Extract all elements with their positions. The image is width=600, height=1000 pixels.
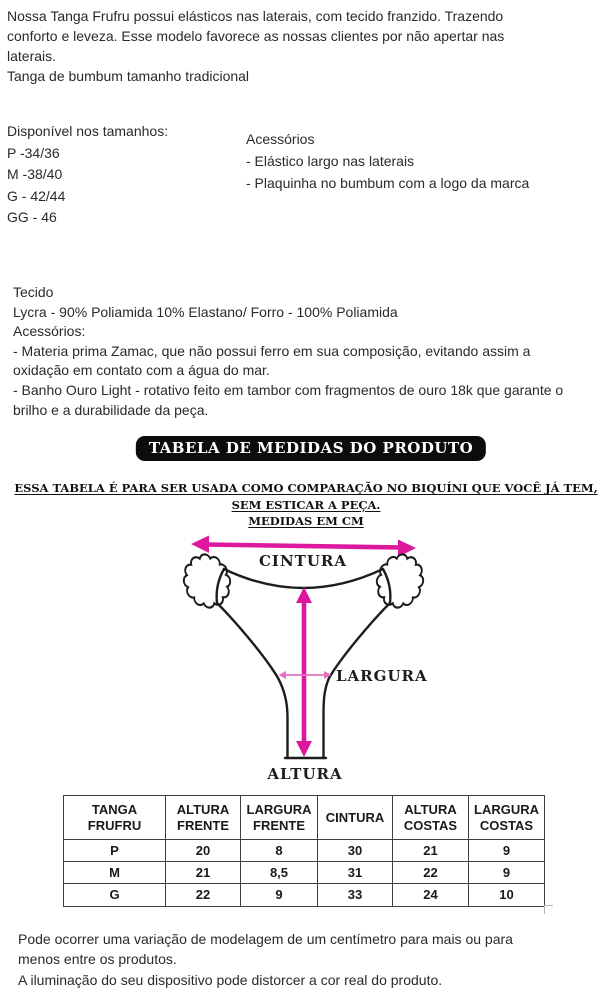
largura-label: LARGURA (336, 667, 428, 685)
accessories-list (246, 128, 529, 195)
table-cell: 21 (393, 840, 469, 862)
fabric-line: brilho e a durabilidade da peça. (13, 401, 209, 418)
size-item: M -38/40 (7, 166, 63, 182)
fabric-details (13, 283, 563, 420)
table-cell: P (64, 840, 166, 862)
intro-line: laterais. (7, 48, 57, 64)
fabric-line: Lycra - 90% Poliamida 10% Elastano/ Forro - 100% Poliamida (13, 303, 398, 320)
accessories-heading: Acessórios (246, 131, 315, 147)
table-cell: 21 (166, 862, 241, 884)
fabric-line: - Materia prima Zamac, que não possui ferro em sua composição, evitando assim a (13, 342, 531, 359)
size-item: G - 42/44 (7, 187, 66, 204)
altura-label: ALTURA (267, 765, 343, 783)
note-line: MEDIDAS EM CM (248, 514, 364, 529)
left-ruffle-icon (178, 549, 237, 613)
size-list-heading: Disponível nos tamanhos: (7, 123, 169, 139)
intro-line: Tanga de bumbum tamanho tradicional (7, 68, 250, 84)
note-line: SEM ESTICAR A PEÇA. (231, 497, 381, 512)
right-ruffle-icon (371, 549, 430, 613)
size-chart-note (6, 480, 600, 530)
table-cell: 9 (241, 884, 318, 906)
table-cell: G (64, 884, 166, 906)
table-cell: 20 (166, 840, 241, 862)
table-cell: 8,5 (241, 862, 318, 884)
table-cell: 10 (499, 887, 514, 902)
measurement-table (63, 795, 545, 907)
measurement-diagram (140, 525, 470, 790)
footer-line: Pode ocorrer uma variação de modelagem de um centímetro para mais ou para (18, 931, 513, 947)
fabric-line: oxidação em contato com a água do mar. (13, 362, 270, 379)
accessory-item: - Elástico largo nas laterais (246, 153, 415, 170)
fabric-line: Acessórios: (13, 323, 86, 340)
table-cell: M (64, 862, 166, 884)
table-cell: 22 (166, 884, 241, 906)
intro-line: Nossa Tanga Frufru possui elásticos nas laterais, com tecido franzido. Trazendo (7, 8, 504, 24)
intro-paragraph (7, 6, 504, 86)
accessory-item: - Plaquinha no bumbum com a logo da marca (246, 175, 530, 192)
table-cell: 8 (241, 840, 318, 862)
corner-mark (544, 905, 553, 914)
table-cell: 31 (318, 862, 393, 884)
size-chart-badge: TABELA DE MEDIDAS DO PRODUTO (136, 436, 486, 461)
altura-arrow-icon (296, 587, 312, 757)
column-header: CINTURA (318, 796, 393, 840)
size-item: P -34/36 (7, 144, 60, 161)
table-cell: 33 (318, 884, 393, 906)
footer-note (18, 929, 513, 990)
note-line: ESSA TABELA É PARA SER USADA COMO COMPARAÇÃO NO BIQUÍNI QUE VOCÊ JÁ TEM, (14, 481, 598, 495)
table-cell: 24 (393, 884, 469, 906)
column-header: ALTURA COSTAS (393, 796, 469, 840)
table-cell: 30 (318, 840, 393, 862)
table-cell: 9 (469, 862, 544, 884)
column-header: LARGURA COSTAS (469, 796, 544, 840)
column-header: LARGURA FRENTE (241, 796, 318, 840)
footer-line: menos entre os produtos. (18, 951, 177, 968)
column-header: ALTURA FRENTE (166, 796, 241, 840)
size-list (7, 121, 168, 229)
fabric-line: Tecido (13, 284, 54, 300)
intro-line: conforto e leveza. Esse modelo favorece as nossas clientes por não apertar nas (7, 28, 505, 44)
fabric-line: - Banho Ouro Light - rotativo feito em tambor com fragmentos de ouro 18k que garante o (13, 381, 564, 398)
cintura-label: CINTURA (258, 552, 348, 570)
table-cell: 9 (469, 840, 544, 862)
column-header: TANGA FRUFRU (64, 796, 166, 840)
size-item: GG - 46 (7, 209, 57, 225)
footer-line: A iluminação do seu dispositivo pode distorcer a cor real do produto. (18, 971, 443, 988)
table-cell: 22 (393, 862, 469, 884)
